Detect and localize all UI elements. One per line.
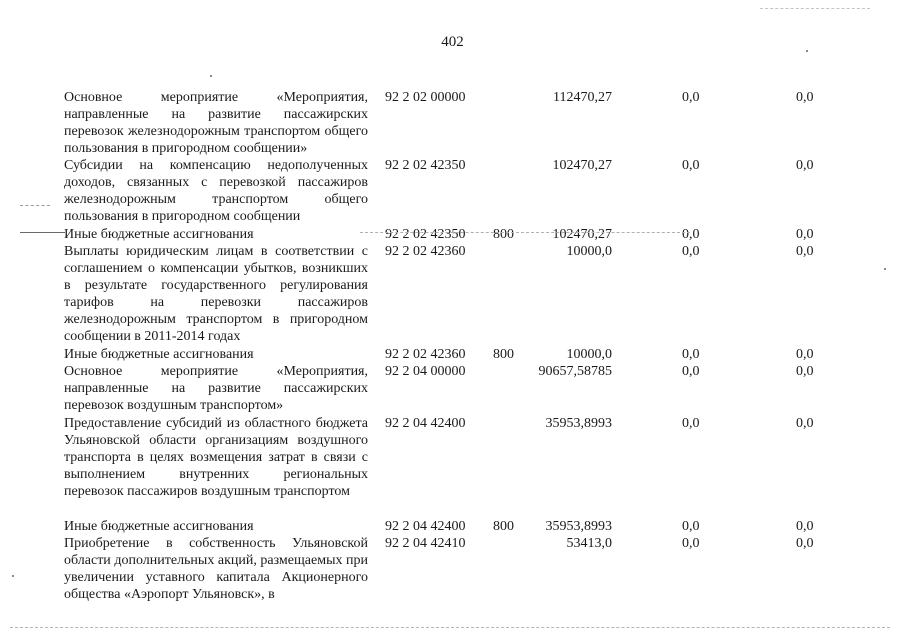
row-amount: 10000,0 — [566, 244, 612, 259]
row-value-3: 0,0 — [796, 519, 814, 534]
row-description: Субсидии на компенсацию недополученных доходов, связанных с перевозкой пассажиров железнодорожным транспортом общего пользования в пригородном сообщении — [64, 158, 368, 224]
row-value-2: 0,0 — [682, 416, 700, 431]
row-amount: 90657,58785 — [538, 364, 612, 379]
row-description: Иные бюджетные ассигнования — [64, 227, 254, 242]
row-value-2: 0,0 — [682, 227, 700, 242]
row-value-3: 0,0 — [796, 536, 814, 551]
row-code: 92 2 02 42350 — [385, 227, 466, 242]
row-value-2: 0,0 — [682, 244, 700, 259]
row-code: 92 2 04 42400 — [385, 519, 466, 534]
scan-artifact-line — [10, 627, 890, 628]
row-value-3: 0,0 — [796, 347, 814, 362]
row-description: Выплаты юридическим лицам в соответствии с соглашением о компенсации убытков, возникших в результате государственного регулирования тарифов на перевозки пассажиров железнодорожным транспортом в пригородном сообщении в 2011-2014 годах — [64, 244, 368, 344]
row-code: 92 2 04 00000 — [385, 364, 466, 379]
row-amount: 102470,27 — [552, 227, 612, 242]
row-amount: 102470,27 — [552, 158, 612, 173]
row-value-2: 0,0 — [682, 364, 700, 379]
row-description: Иные бюджетные ассигнования — [64, 347, 254, 362]
page-number: 402 — [441, 34, 464, 50]
row-value-2: 0,0 — [682, 347, 700, 362]
scan-artifact-dot — [210, 75, 212, 77]
row-value-3: 0,0 — [796, 158, 814, 173]
scan-artifact-dot — [12, 575, 14, 577]
row-code: 92 2 04 42400 — [385, 416, 466, 431]
row-expense-type: 800 — [493, 519, 514, 534]
row-value-2: 0,0 — [682, 158, 700, 173]
row-expense-type: 800 — [493, 347, 514, 362]
row-amount: 112470,27 — [553, 90, 612, 105]
row-value-2: 0,0 — [682, 519, 700, 534]
row-code: 92 2 02 42350 — [385, 158, 466, 173]
row-value-3: 0,0 — [796, 416, 814, 431]
row-code: 92 2 02 42360 — [385, 347, 466, 362]
row-code: 92 2 02 00000 — [385, 90, 466, 105]
scan-artifact-line — [760, 8, 870, 9]
row-expense-type: 800 — [493, 227, 514, 242]
row-description: Основное мероприятие «Мероприятия, направленные на развитие пассажирских перевозок воздушным транспортом» — [64, 364, 368, 413]
row-description: Иные бюджетные ассигнования — [64, 519, 254, 534]
scan-artifact-line — [20, 232, 65, 233]
scan-artifact-line — [360, 232, 690, 233]
row-amount: 10000,0 — [566, 347, 612, 362]
row-value-3: 0,0 — [796, 244, 814, 259]
scan-artifact-dot — [806, 50, 808, 52]
row-amount: 35953,8993 — [545, 416, 612, 431]
row-value-3: 0,0 — [796, 364, 814, 379]
row-amount: 53413,0 — [566, 536, 612, 551]
row-description: Предоставление субсидий из областного бюджета Ульяновской области организациям воздушного транспорта в целях возмещения затрат в связи с выполнением внутренних региональных перевозок пассажиров воздушным транспортом — [64, 416, 368, 499]
row-value-2: 0,0 — [682, 90, 700, 105]
row-description: Приобретение в собственность Ульяновской области дополнительных акций, размещаемых при увеличении уставного капитала Акционерного общества «Аэропорт Ульяновск», в — [64, 536, 368, 602]
row-code: 92 2 02 42360 — [385, 244, 466, 259]
row-amount: 35953,8993 — [545, 519, 612, 534]
row-value-3: 0,0 — [796, 227, 814, 242]
row-description: Основное мероприятие «Мероприятия, направленные на развитие пассажирских перевозок железнодорожным транспортом общего пользования в пригородном сообщении» — [64, 90, 368, 156]
row-code: 92 2 04 42410 — [385, 536, 466, 551]
scan-artifact-line — [20, 205, 50, 206]
scan-artifact-dot — [884, 268, 886, 270]
row-value-2: 0,0 — [682, 536, 700, 551]
row-value-3: 0,0 — [796, 90, 814, 105]
